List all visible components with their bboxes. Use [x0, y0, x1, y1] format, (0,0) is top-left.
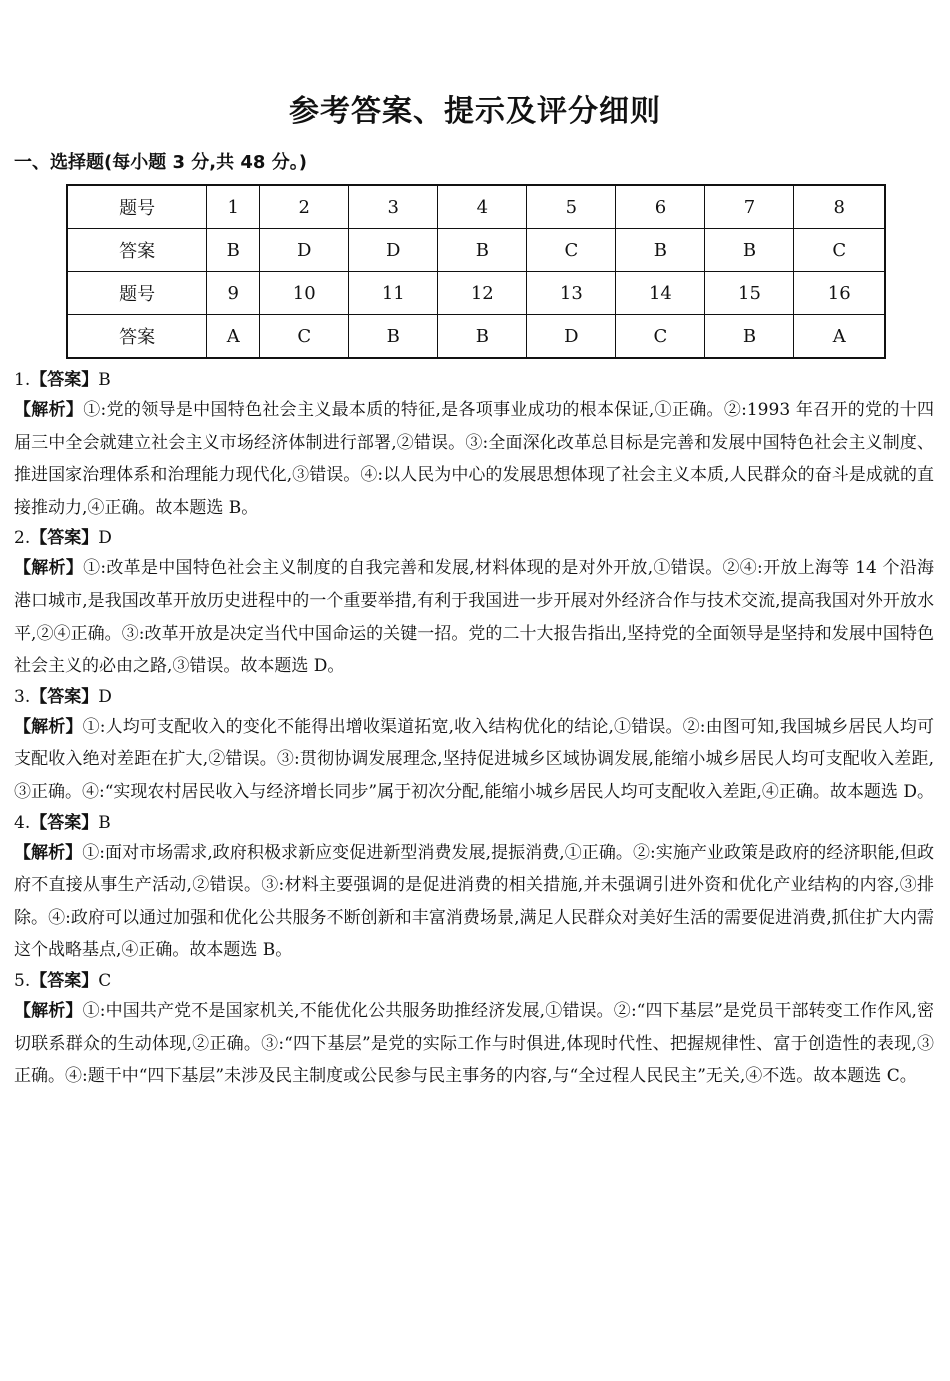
row-label-answer: 答案 [67, 315, 207, 359]
question-number-cell: 4 [438, 185, 527, 229]
question-answer: D [98, 528, 112, 549]
question-analysis [14, 552, 934, 682]
table-row [67, 272, 885, 315]
question-answer-line [14, 366, 934, 394]
analysis-text: ①:人均可支配收入的变化不能得出增收渠道拓宽,收入结构优化的结论,①错误。②:由图可知,我国城乡居民人均可支配收入绝对差距在扩大,②错误。③:贯彻协调发展理念,坚持促进城乡区域协调发展,能缩小城乡居民人均可支配收入差距,③正确。④:“实现农村居民收入与经济增长同步”属于初次分配,能缩小城乡居民人均可支配收入差距,④正确。故本题选 D。 [14, 716, 935, 802]
answer-cell: B [349, 315, 438, 359]
question-answer-line [14, 809, 934, 837]
table-row [67, 315, 885, 359]
question-number-cell: 2 [260, 185, 349, 229]
answer-cell: D [527, 315, 616, 359]
question-answer: B [98, 812, 111, 833]
answer-label: 【答案】 [30, 686, 99, 707]
question-item [14, 809, 934, 967]
question-number-cell: 12 [438, 272, 527, 315]
question-number: 5. [14, 970, 31, 991]
answer-cell: D [349, 229, 438, 272]
answer-cell: D [260, 229, 349, 272]
question-explanations [14, 366, 934, 1093]
question-number: 1. [14, 370, 31, 390]
question-number-cell: 9 [207, 272, 260, 315]
question-analysis [14, 394, 934, 524]
question-analysis [14, 837, 934, 967]
question-number-cell: 11 [349, 272, 438, 315]
question-item [14, 967, 934, 1093]
answer-cell: B [438, 315, 527, 359]
answer-cell: C [616, 315, 705, 359]
answer-cell: C [260, 315, 349, 359]
answer-cell: B [616, 229, 705, 272]
question-number: 4. [14, 812, 31, 833]
question-answer: C [98, 970, 112, 991]
analysis-text: ①:党的领导是中国特色社会主义最本质的特征,是各项事业成功的根本保证,①正确。②:1993 年召开的党的十四届三中全会就建立社会主义市场经济体制进行部署,②错误。③:全面深化改革总目标是完善和发展中国特色社会主义制度、推进国家治理体系和治理能力现代化,③错误。④:以人民为中心的发展思想体现了社会主义本质,人民群众的奋斗是成就的直接推动力,④正确。故本题选 B。 [14, 400, 935, 518]
question-number-cell: 16 [794, 272, 885, 315]
question-answer: D [98, 686, 112, 707]
question-answer: B [98, 370, 111, 390]
table-row [67, 229, 885, 272]
question-number: 2. [14, 528, 31, 549]
analysis-label: 【解析】 [14, 716, 83, 737]
row-label-number: 题号 [67, 185, 207, 229]
question-number-cell: 10 [260, 272, 349, 315]
answer-cell: A [207, 315, 260, 359]
question-item [14, 683, 934, 809]
question-number-cell: 3 [349, 185, 438, 229]
question-number-cell: 13 [527, 272, 616, 315]
question-number-cell: 5 [527, 185, 616, 229]
analysis-label: 【解析】 [14, 558, 84, 579]
answer-table [66, 184, 886, 359]
answer-label: 【答案】 [30, 970, 99, 991]
analysis-label: 【解析】 [14, 400, 84, 420]
analysis-label: 【解析】 [14, 842, 83, 863]
page-title: 参考答案、提示及评分细则 [289, 94, 661, 129]
analysis-text: ①:中国共产党不是国家机关,不能优化公共服务助推经济发展,①错误。②:“四下基层”是党员干部转变工作作风,密切联系群众的生动体现,②正确。③:“四下基层”是党的实际工作与时俱进,体现时代性、把握规律性、富于创造性的表现,③正确。④:题干中“四下基层”未涉及民主制度或公民参与民主事务的内容,与“全过程人民民主”无关,④不选。故本题选 C。 [14, 1000, 935, 1087]
question-item [14, 366, 934, 524]
question-item [14, 524, 934, 682]
question-number-cell: 1 [207, 185, 260, 229]
question-number-cell: 15 [705, 272, 794, 315]
answer-label: 【答案】 [30, 370, 99, 390]
row-label-answer: 答案 [67, 229, 207, 272]
answer-cell: B [705, 229, 794, 272]
table-row [67, 185, 885, 229]
question-answer-line [14, 967, 934, 995]
question-analysis [14, 995, 934, 1093]
answer-cell: B [207, 229, 260, 272]
answer-label: 【答案】 [30, 812, 99, 833]
section-heading: 一、选择题(每小题 3 分,共 48 分。) [14, 152, 307, 173]
answer-cell: B [705, 315, 794, 359]
question-answer-line [14, 524, 934, 552]
question-number-cell: 8 [794, 185, 885, 229]
analysis-text: ①:改革是中国特色社会主义制度的自我完善和发展,材料体现的是对外开放,①错误。②④:开放上海等 14 个沿海港口城市,是我国改革开放历史进程中的一个重要举措,有利于我国进一步开展对外经济合作与技术交流,提高我国对外开放水平,②④正确。③:改革开放是决定当代中国命运的关键一招。党的二十大报告指出,坚持党的全面领导是坚持和发展中国特色社会主义的必由之路,③错误。故本题选 D。 [14, 558, 935, 677]
question-analysis [14, 711, 934, 809]
analysis-text: ①:面对市场需求,政府积极求新应变促进新型消费发展,提振消费,①正确。②:实施产业政策是政府的经济职能,但政府不直接从事生产活动,②错误。③:材料主要强调的是促进消费的相关措施,并未强调引进外资和优化产业结构的内容,③排除。④:政府可以通过加强和优化公共服务不断创新和丰富消费场景,满足人民群众对美好生活的需要促进消费,抓住扩大内需这个战略基点,④正确。故本题选 B。 [14, 842, 935, 961]
question-answer-line [14, 683, 934, 711]
answer-cell: C [527, 229, 616, 272]
question-number-cell: 7 [705, 185, 794, 229]
answer-cell: A [794, 315, 885, 359]
answer-cell: B [438, 229, 527, 272]
question-number-cell: 6 [616, 185, 705, 229]
question-number-cell: 14 [616, 272, 705, 315]
question-number: 3. [14, 686, 31, 707]
analysis-label: 【解析】 [14, 1000, 83, 1021]
answer-label: 【答案】 [30, 528, 99, 549]
row-label-number: 题号 [67, 272, 207, 315]
answer-cell: C [794, 229, 885, 272]
